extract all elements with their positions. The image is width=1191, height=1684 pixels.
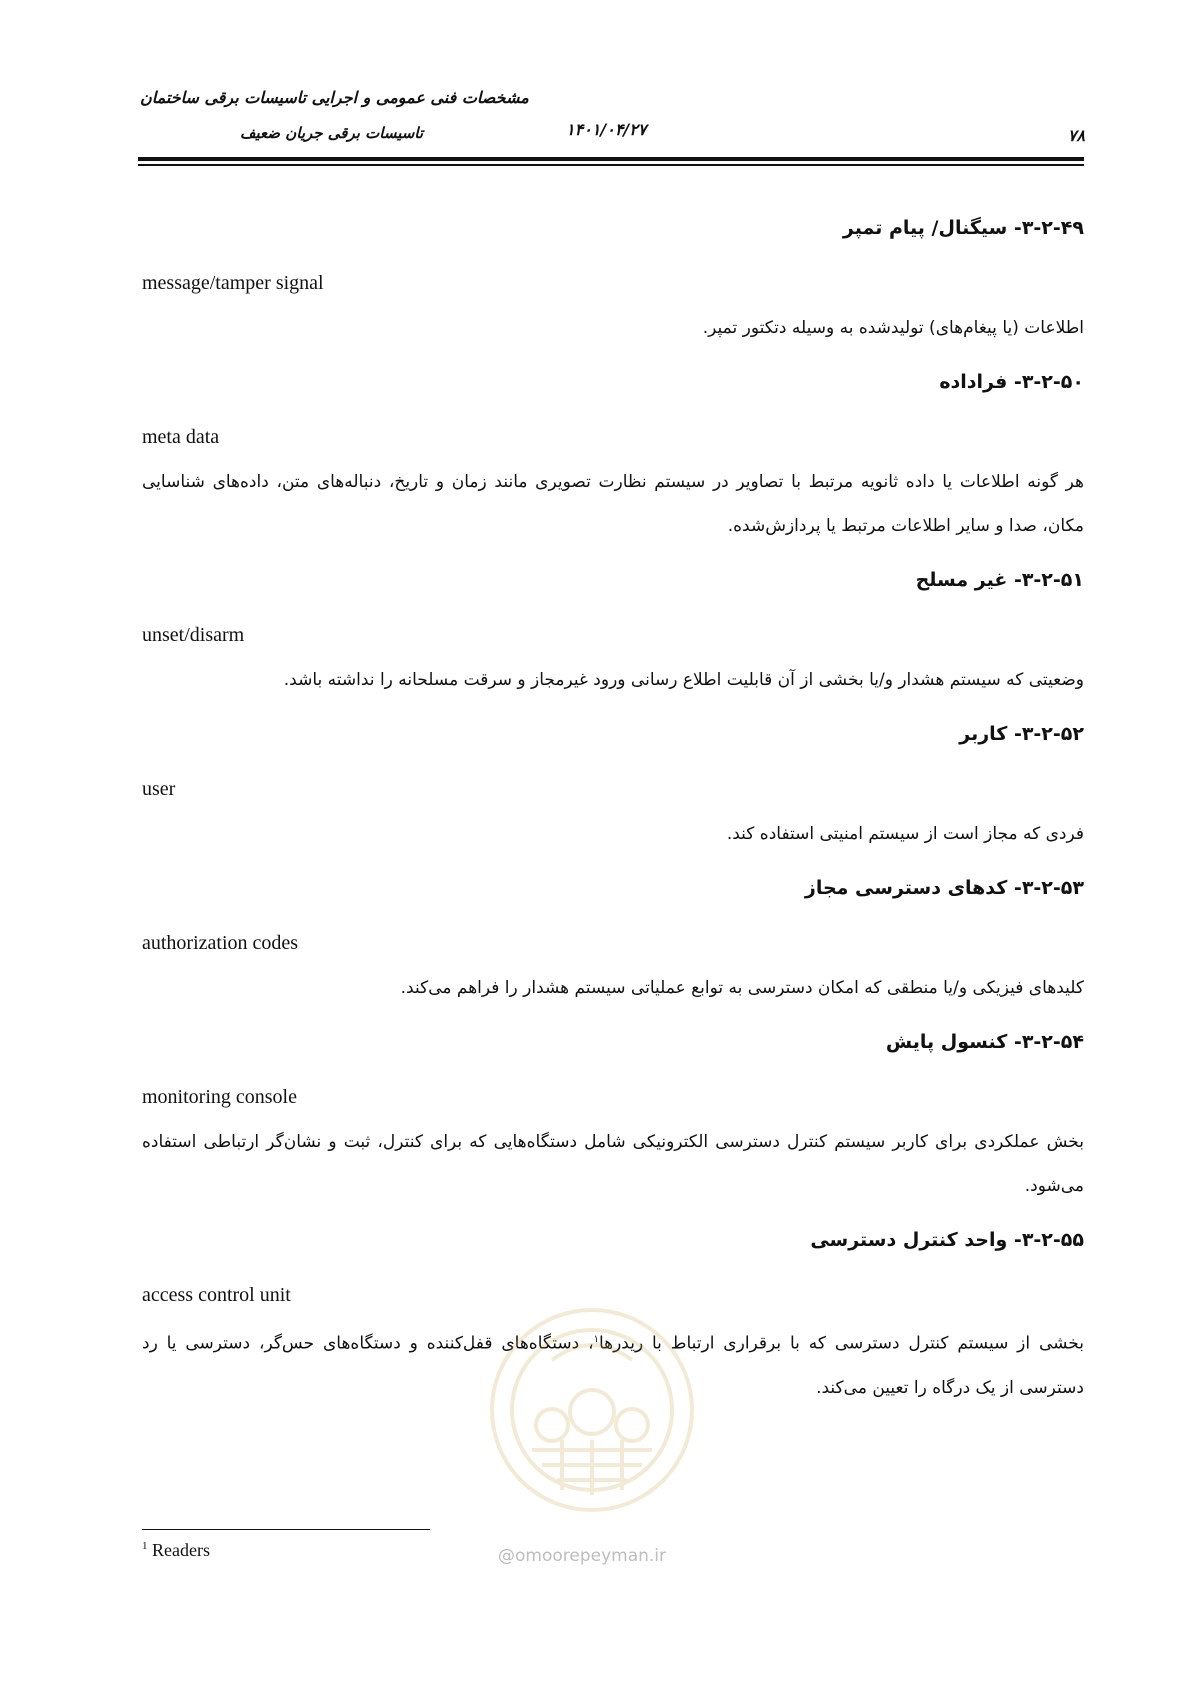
definition-section [142, 716, 1084, 856]
english-term: authorization codes [142, 932, 299, 954]
definition-text: وضعیتی که سیستم هشدار و/یا بخشی از آن قابلیت اطلاع رسانی ورود غیرمجاز و سرقت مسلحانه را نداشته باشد. [283, 670, 1084, 690]
header-date: ۱۴۰۱/۰۴/۲۷ [566, 120, 647, 139]
definition-section [142, 562, 1084, 702]
definition-section [142, 870, 1084, 1010]
definition-section [142, 364, 1084, 548]
footnote-reference[interactable]: ۱ [593, 1334, 599, 1345]
definition-section [142, 210, 1084, 350]
header-rule-thick [138, 157, 1084, 161]
definition-text-part: ، دستگاه‌های قفل‌کننده و دستگاه‌های حس‌گر، دسترسی یا رد دسترسی از یک درگاه را تعیین می‌کند. [142, 1333, 1084, 1398]
definition-section [142, 1222, 1084, 1410]
section-heading: ۳-۲-۵۰- فراداده [939, 371, 1084, 393]
page-number: ۷۸ [1067, 126, 1085, 145]
english-term: user [142, 778, 176, 800]
english-term: meta data [142, 426, 220, 448]
english-term: message/tamper signal [142, 272, 324, 294]
english-term: access control unit [142, 1284, 291, 1306]
definition-text [142, 1318, 1084, 1410]
definition-text-part: بخشی از سیستم کنترل دسترسی که با برقراری ارتباط با ریدرها [598, 1333, 1084, 1354]
definition-text: بخش عملکردی برای کاربر سیستم کنترل دسترسی الکترونیکی شامل دستگاه‌هایی که برای کنترل، ثبت و نشان‌گر ارتباطی استفاده می‌شود. [142, 1132, 1084, 1196]
header-subtitle: تاسیسات برقی جریان ضعیف [240, 124, 424, 142]
english-term: unset/disarm [142, 624, 245, 646]
definition-text: کلیدهای فیزیکی و/یا منطقی که امکان دسترسی به توابع عملیاتی سیستم هشدار را فراهم می‌کند. [400, 978, 1084, 998]
footnote [142, 1540, 210, 1561]
footnote-marker: 1 [142, 1540, 148, 1552]
section-heading: ۳-۲-۵۵- واحد کنترل دسترسی [810, 1229, 1084, 1251]
definition-text: اطلاعات (یا پیغام‌های) تولیدشده به وسیله دتکتور تمپر. [702, 318, 1084, 338]
english-term: monitoring console [142, 1086, 297, 1108]
header-title: مشخصات فنی عمومی و اجرایی تاسیسات برقی ساختمان [140, 88, 529, 107]
section-heading: ۳-۲-۵۲- کاربر [959, 723, 1084, 745]
page-content [142, 210, 1084, 1424]
definition-section [142, 1024, 1084, 1208]
section-heading: ۳-۲-۵۴- کنسول پایش [885, 1031, 1084, 1053]
header-rule-thin [138, 164, 1084, 166]
definition-text: فردی که مجاز است از سیستم امنیتی استفاده کند. [726, 824, 1084, 844]
footnote-divider [142, 1529, 430, 1530]
section-heading: ۳-۲-۴۹- سیگنال/ پیام تمپر [842, 217, 1084, 239]
definition-text: هر گونه اطلاعات یا داده ثانویه مرتبط با تصاویر در سیستم نظارت تصویری مانند زمان و تاریخ، دنباله‌های متن، داده‌های شناسایی مکان، صدا و سایر اطلاعات مرتبط یا پردازش‌شده. [142, 472, 1084, 536]
watermark-caption: @omoorepeyman.ir [498, 1546, 667, 1566]
footnote-text: Readers [152, 1540, 210, 1560]
section-heading: ۳-۲-۵۳- کدهای دسترسی مجاز [804, 877, 1084, 899]
section-heading: ۳-۲-۵۱- غیر مسلح [915, 569, 1084, 591]
